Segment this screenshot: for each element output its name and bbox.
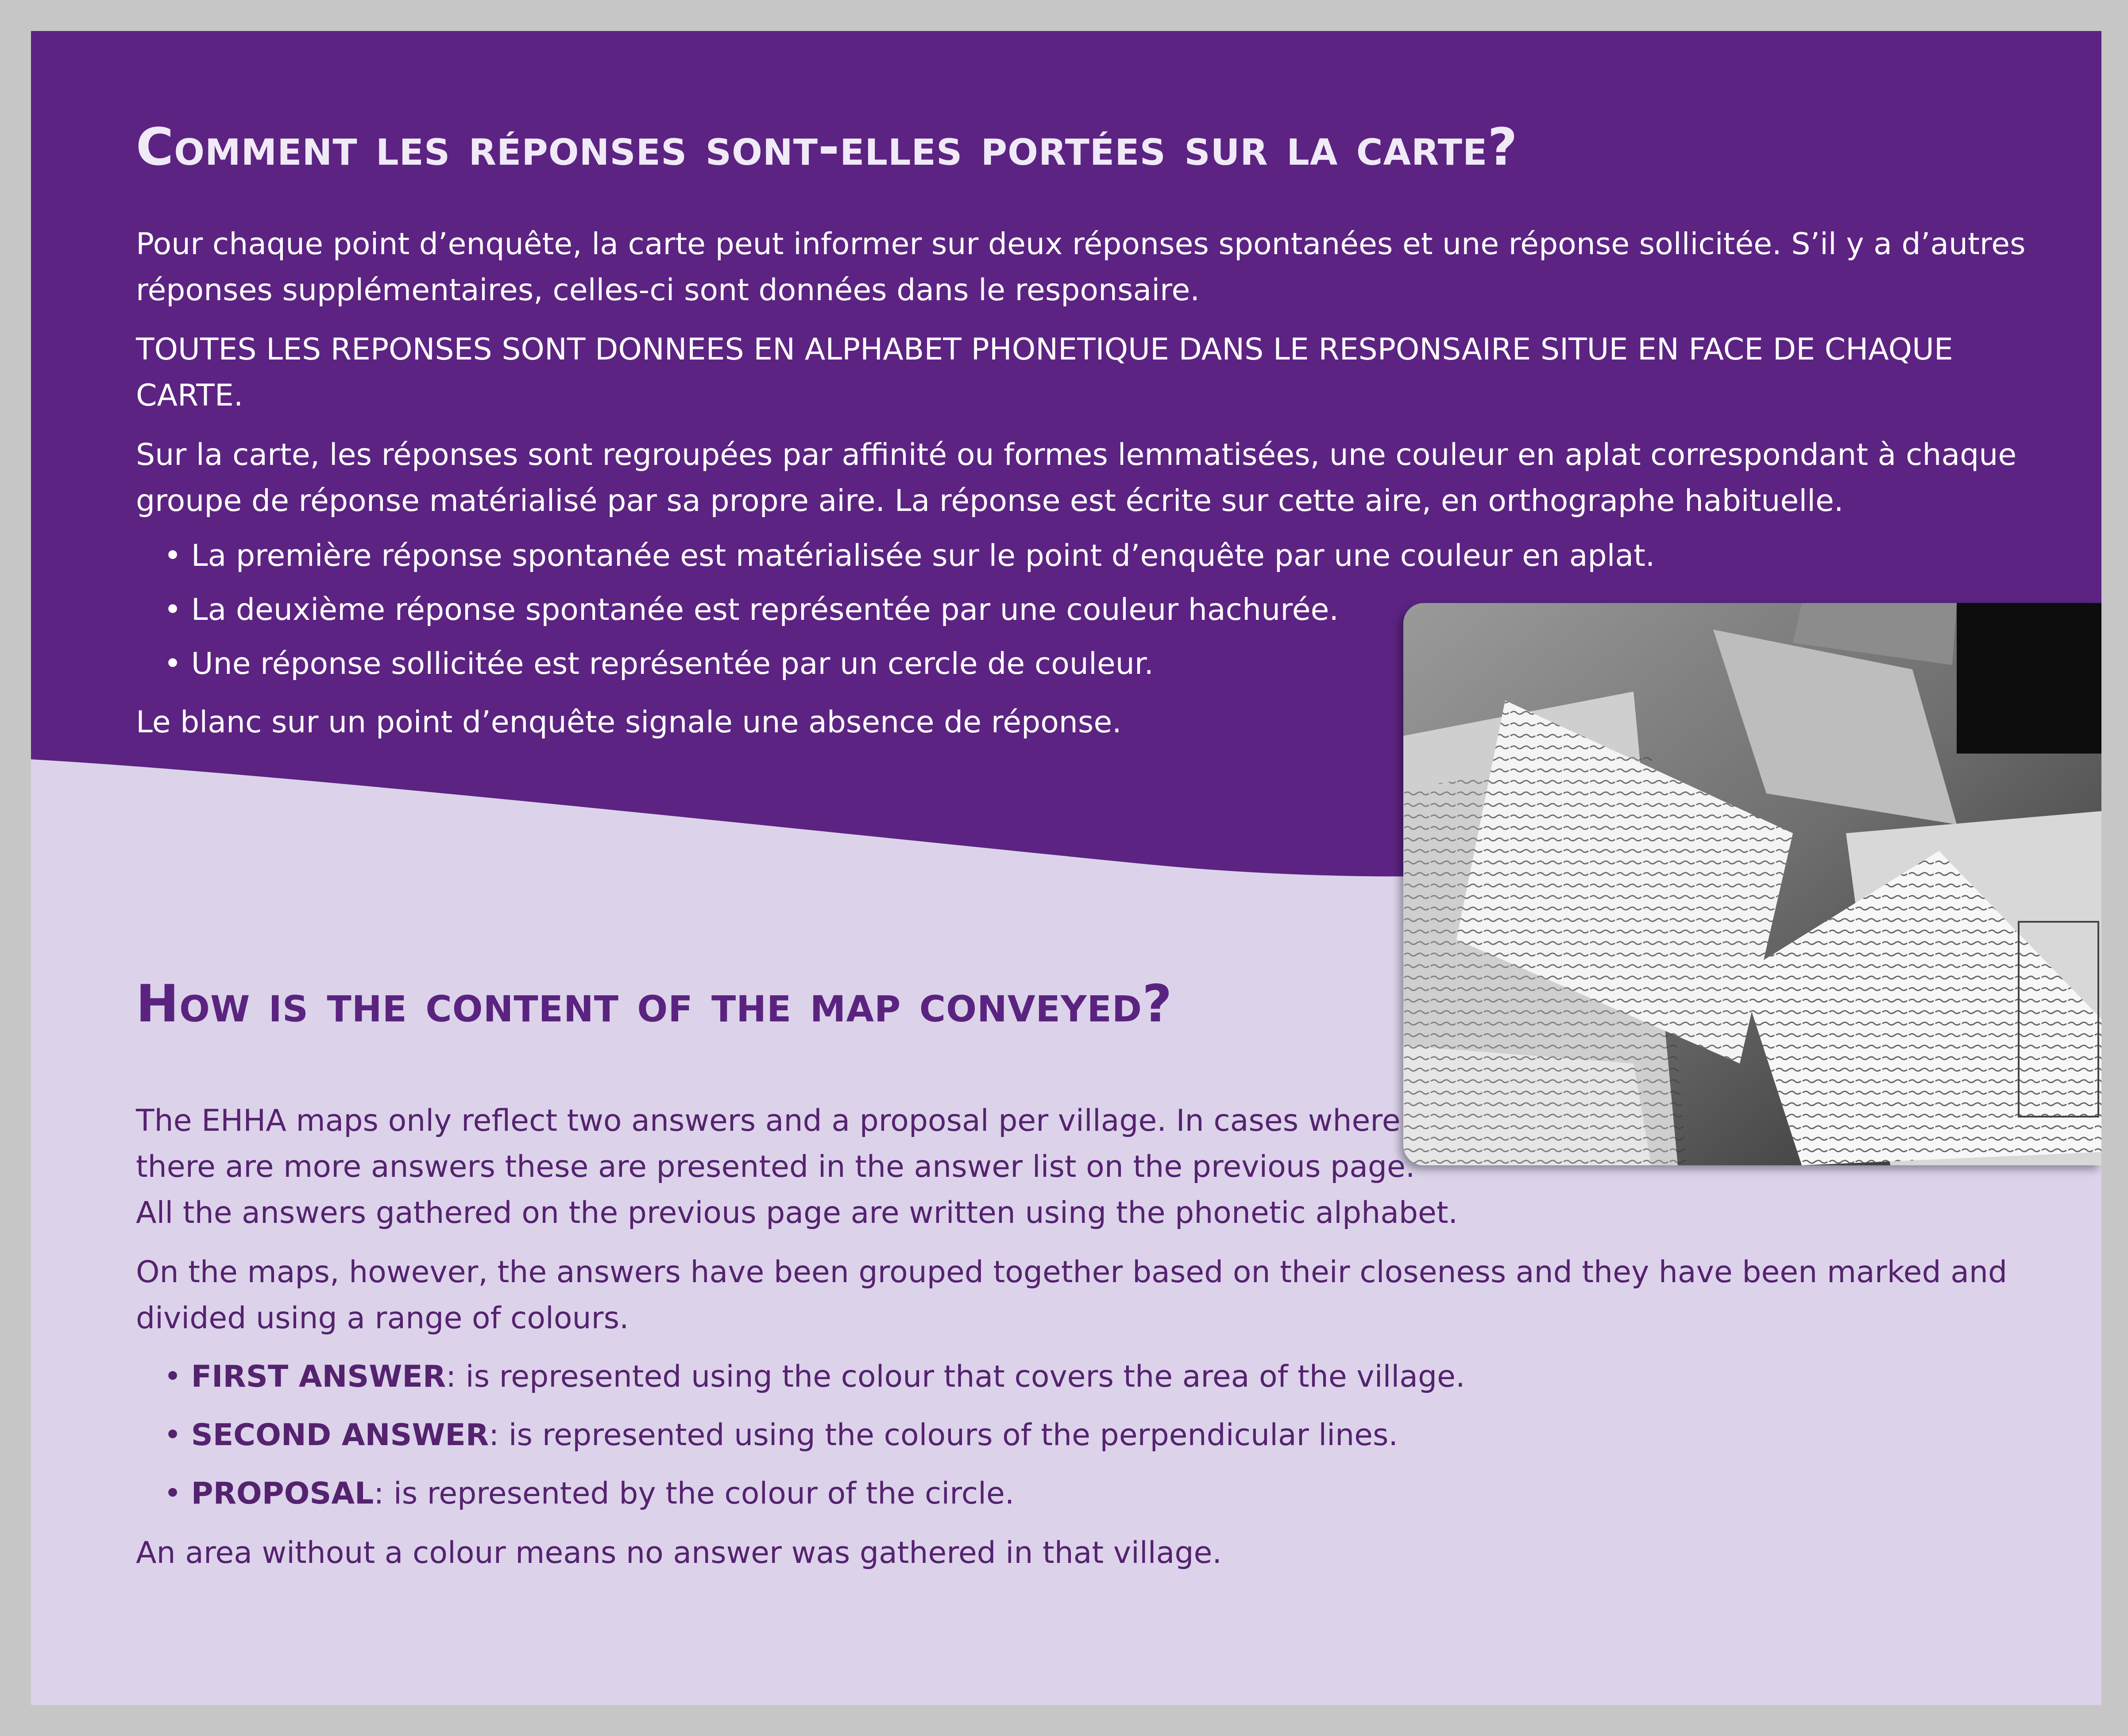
bullet-text: : is represented by the colour of the circle.: [374, 1476, 1015, 1511]
english-closing: An area without a colour means no answer was gathered in that village.: [136, 1535, 1222, 1570]
french-bullet-solicited: • Une réponse sollicitée est représentée par un cercle de couleur.: [164, 646, 1154, 681]
survey-sheets-photo: [1403, 603, 2101, 1165]
english-para2-line1: On the maps, however, the answers have been grouped together based on their closeness and they have been marked and: [136, 1255, 2008, 1290]
french-bullet-first: • La première réponse spontanée est matérialisée sur le point d’enquête par une couleur en aplat.: [164, 538, 1655, 573]
bullet-text: : is represented using the colour that covers the area of the village.: [446, 1359, 1465, 1394]
bullet-marker: •: [164, 1418, 191, 1453]
bullet-term: SECOND ANSWER: [191, 1418, 489, 1453]
bullet-text: : is represented using the colours of the perpendicular lines.: [489, 1418, 1398, 1453]
english-bullet-second-answer: [164, 1412, 1398, 1458]
french-para2-line2: CARTE.: [136, 378, 243, 413]
english-para1-line1: The EHHA maps only reflect two answers and a proposal per village. In cases where: [136, 1103, 1401, 1138]
french-para1-line2: réponses supplémentaires, celles-ci sont données dans le responsaire.: [136, 273, 1200, 308]
english-para2-line2: divided using a range of colours.: [136, 1301, 629, 1336]
english-bullet-proposal: [164, 1471, 1014, 1517]
french-para3-line2: groupe de réponse matérialisé par sa propre aire. La réponse est écrite sur cette aire, en orthographe habituelle.: [136, 483, 1844, 518]
french-closing: Le blanc sur un point d’enquête signale une absence de réponse.: [136, 705, 1122, 740]
french-para1-line1: Pour chaque point d’enquête, la carte peut informer sur deux réponses spontanées et une réponse sollicitée. S’il y a d’autres: [136, 227, 2026, 262]
english-bullet-first-answer: [164, 1354, 1465, 1400]
english-heading: How is the content of the map conveyed?: [136, 974, 1173, 1034]
french-bullet-second: • La deuxième réponse spontanée est représentée par une couleur hachurée.: [164, 592, 1339, 627]
french-heading: Comment les réponses sont-elles portées sur la carte?: [136, 117, 1518, 177]
bullet-term: PROPOSAL: [191, 1476, 374, 1511]
english-para1-line2: there are more answers these are presented in the answer list on the previous page.: [136, 1149, 1415, 1184]
bullet-term: FIRST ANSWER: [191, 1359, 446, 1394]
french-para2-line1: TOUTES LES REPONSES SONT DONNEES EN ALPHABET PHONETIQUE DANS LE RESPONSAIRE SITUE EN FACE DE CHAQUE: [136, 332, 1953, 367]
page: [31, 31, 2101, 1705]
bullet-marker: •: [164, 1476, 191, 1511]
english-para1-line3: All the answers gathered on the previous page are written using the phonetic alphabet.: [136, 1195, 1458, 1230]
french-para3-line1: Sur la carte, les réponses sont regroupées par affinité ou formes lemmatisées, une couleur en aplat correspondant à chaque: [136, 437, 2017, 472]
bullet-marker: •: [164, 1359, 191, 1394]
handwritten-sheets-icon: [1403, 603, 2101, 1165]
